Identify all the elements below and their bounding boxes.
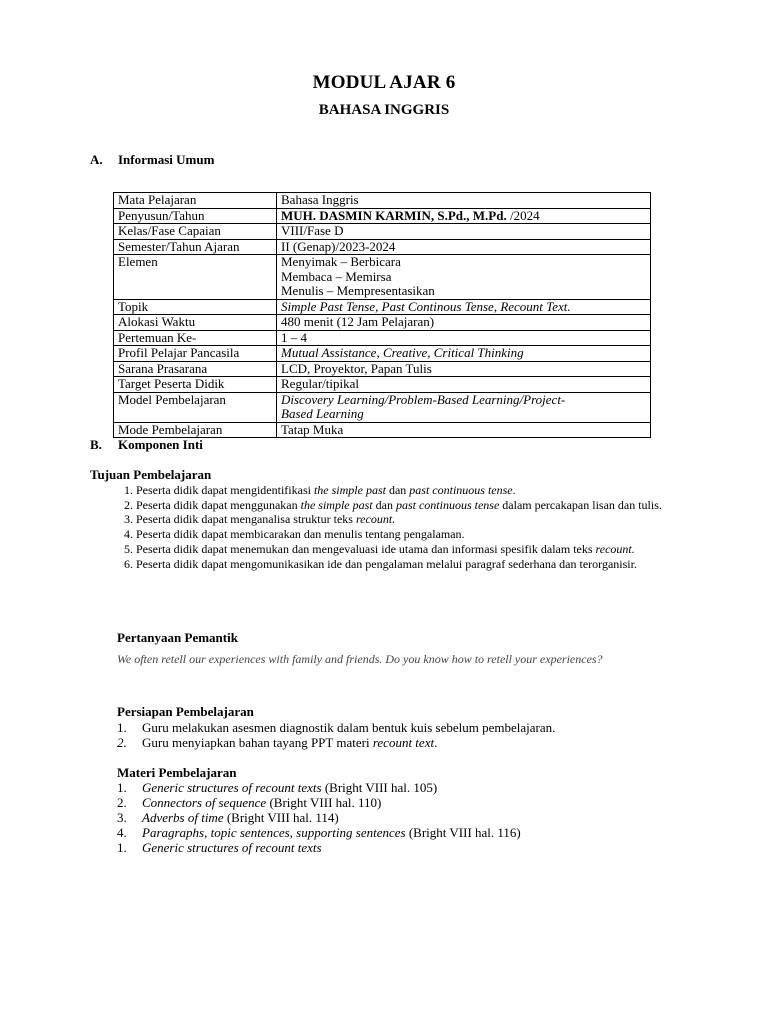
item-term: the simple past [300,497,373,512]
item-term: Paragraphs, topic sentences, supporting sentences [142,825,406,840]
item-text: dan [385,483,410,497]
item-text: . [512,483,516,497]
item-text: Peserta didik dapat menganalisa struktur teks [136,512,356,527]
table-row [114,255,651,300]
list-item [117,795,521,810]
item-number: 2. [117,735,127,750]
info-value [277,392,651,422]
elemen-line: Membaca – Memirsa [281,268,392,284]
persiapan-list [117,720,555,750]
item-text: . [434,735,438,750]
persiapan-heading: Persiapan Pembelajaran [117,704,254,719]
info-value: Bahasa Inggris [277,193,651,209]
item-text: (Bright VIII hal. 110) [266,795,382,810]
info-label: Sarana Prasarana [114,361,277,377]
info-value: Mutual Assistance, Creative, Critical Thinking [277,346,651,362]
item-number: 1. [117,780,127,795]
info-label: Topik [114,299,277,315]
elemen-line: Menulis – Mempresentasikan [281,283,435,298]
table-row [114,299,651,315]
tujuan-list [110,483,704,571]
item-text: Peserta didik dapat menemukan dan mengevaluasi ide utama dan informasi spesifik dalam teks [136,541,596,556]
item-term: Generic structures of recount texts [142,840,322,855]
document-subtitle: BAHASA INGGRIS [318,102,450,118]
info-value [277,255,651,300]
model-line: Discovery Learning/Problem-Based Learning/Project- [281,391,566,407]
info-value [277,208,651,224]
list-item [117,780,521,795]
info-label: Penyusun/Tahun [114,208,277,224]
item-text: (Bright VIII hal. 114) [223,810,339,825]
item-term: recount. [355,512,396,527]
info-label: Semester/Tahun Ajaran [114,239,277,255]
list-item [117,810,521,825]
table-row [114,330,651,346]
table-row [114,392,651,422]
materi-list [117,780,521,855]
document-title: MODUL AJAR 6 [312,72,456,93]
section-a-heading [90,152,214,168]
table-row [114,315,651,331]
info-value: Regular/tipikal [277,377,651,393]
table-row [114,224,651,240]
section-b-heading [90,437,203,453]
info-label: Target Peserta Didik [114,377,277,393]
info-value: Tatap Muka [277,422,651,438]
item-text: dalam percakapan lisan dan tulis. [499,497,662,512]
info-label: Mata Pelajaran [114,193,277,209]
info-label: Mode Pembelajaran [114,422,277,438]
list-item [136,483,704,498]
item-text: Peserta didik dapat menggunakan [136,497,301,512]
elemen-line: Menyimak – Berbicara [281,254,401,269]
item-text: Peserta didik dapat mengomunikasikan ide dan pengalaman melalui paragraf sederhana dan terorganisir. [136,556,637,571]
model-line: Based Learning [281,406,364,421]
info-table [113,192,651,438]
item-text: Peserta didik dapat mengidentifikasi [136,483,314,497]
info-label: Kelas/Fase Capaian [114,224,277,240]
list-item [136,527,704,542]
info-value: LCD, Proyektor, Papan Tulis [277,361,651,377]
item-term: past continuous tense [409,483,513,497]
list-item [136,557,704,572]
pemantik-question: We often retell our experiences with family and friends. Do you know how to retell your experiences? [117,652,603,666]
info-label: Model Pembelajaran [114,392,277,422]
author-year: /2024 [506,207,540,223]
author-name: MUH. DASMIN KARMIN, S.Pd., M.Pd. [281,207,507,223]
item-number: 1. [117,720,127,735]
table-row [114,193,651,209]
info-label: Alokasi Waktu [114,315,277,331]
info-value: II (Genap)/2023-2024 [277,239,651,255]
info-value: 480 menit (12 Jam Pelajaran) [277,315,651,331]
table-row [114,239,651,255]
item-term: the simple past [313,483,386,497]
table-row [114,377,651,393]
info-label: Pertemuan Ke- [114,330,277,346]
info-label: Profil Pelajar Pancasila [114,346,277,362]
info-value: 1 – 4 [277,330,651,346]
item-term: recount. [595,541,635,556]
item-term: recount text [372,735,435,750]
table-row [114,361,651,377]
table-row [114,208,651,224]
item-term: Adverbs of time [142,810,224,825]
item-text: Peserta didik dapat membicarakan dan menulis tentang pengalaman. [136,527,465,542]
section-a-title: Informasi Umum [118,152,215,167]
info-value: Simple Past Tense, Past Continous Tense, Recount Text. [277,299,651,315]
info-label: Elemen [114,255,277,300]
materi-heading: Materi Pembelajaran [117,765,237,780]
item-term: Generic structures of recount texts [142,780,322,795]
table-row [114,346,651,362]
item-term: Connectors of sequence [142,795,267,810]
item-term: past continuous tense [395,497,500,512]
list-item [117,720,555,735]
section-b-letter: B. [90,437,102,452]
item-text: Guru menyiapkan bahan tayang PPT materi [142,735,373,750]
pemantik-heading: Pertanyaan Pemantik [117,630,238,645]
item-text: (Bright VIII hal. 105) [321,780,438,795]
item-text: dan [372,497,396,512]
info-value: VIII/Fase D [277,224,651,240]
list-item [117,735,555,750]
list-item [136,498,704,513]
tujuan-heading: Tujuan Pembelajaran [90,467,212,482]
list-item [117,840,521,855]
item-number: 3. [117,810,127,825]
item-number: 4. [117,825,127,840]
section-a-letter: A. [90,152,103,167]
list-item [117,825,521,840]
item-number: 1. [117,840,127,855]
item-text: (Bright VIII hal. 116) [405,825,521,840]
table-row [114,422,651,438]
list-item [136,542,704,557]
item-number: 2. [117,795,127,810]
item-text: Guru melakukan asesmen diagnostik dalam bentuk kuis sebelum pembelajaran. [142,720,556,735]
list-item [136,512,704,527]
section-b-title: Komponen Inti [118,437,203,452]
